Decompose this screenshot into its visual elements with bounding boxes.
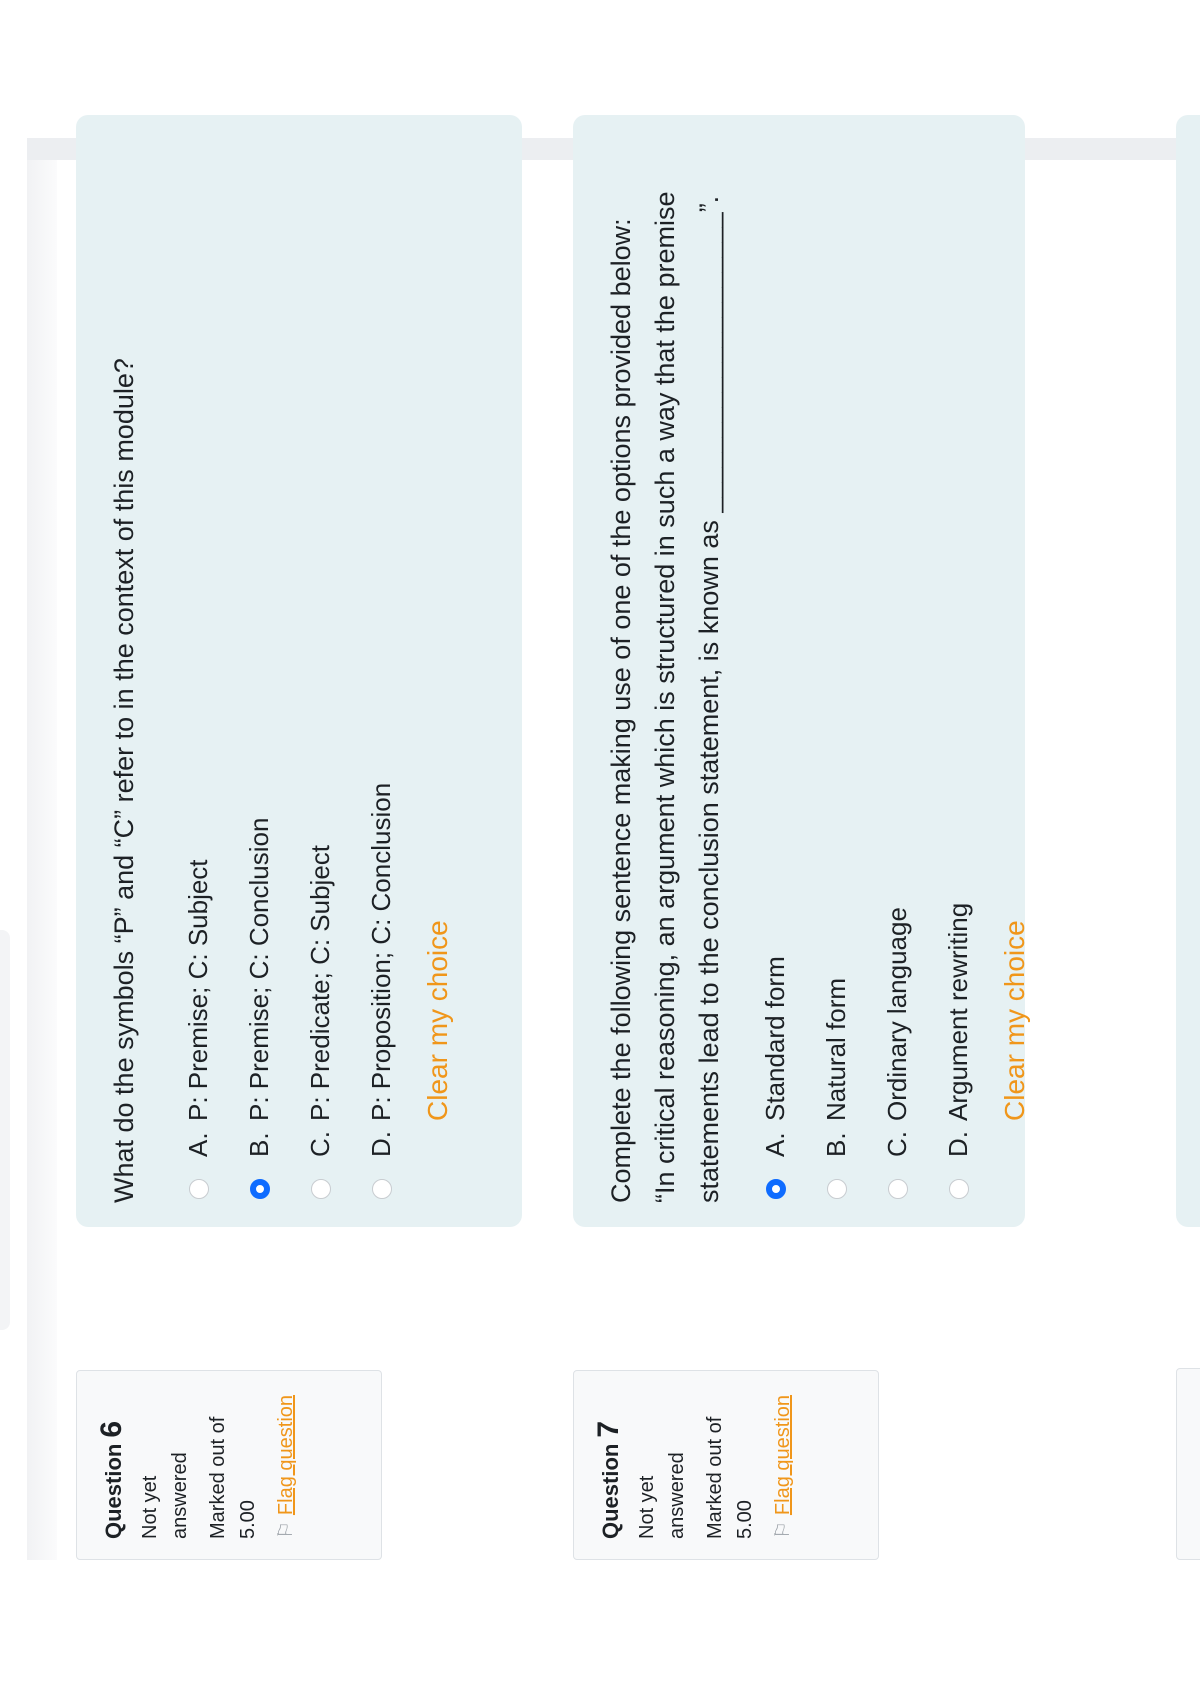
radio-button[interactable] [189,1179,209,1199]
flag-icon[interactable]: ⚐ [275,1521,297,1539]
flag-question-link[interactable]: Flag question [275,1394,297,1516]
radio-button[interactable] [888,1179,908,1199]
question-6-content [76,115,522,1227]
answer-letter: D. [366,1131,396,1157]
radio-button-selected[interactable] [766,1179,786,1199]
answer-option[interactable] [290,139,351,1203]
question-7-info [573,1370,879,1560]
answer-text[interactable]: P: Proposition; C: Conclusion [366,782,396,1121]
clear-choice-link[interactable]: Clear my choice [422,920,453,1121]
radio-button[interactable] [311,1179,331,1199]
radio-button[interactable] [949,1179,969,1199]
answer-letter: A. [183,1132,213,1157]
answer-letter: C. [305,1131,335,1157]
question-7-answers [745,139,989,1203]
radio-button[interactable] [372,1179,392,1199]
question-7-grade: Marked out of 5.00 [704,1416,756,1539]
answer-text[interactable]: Argument rewriting [943,902,973,1121]
answer-text[interactable]: Standard form [760,956,790,1121]
answer-option[interactable] [168,139,229,1203]
flag-question-link[interactable]: Flag question [772,1394,794,1516]
answer-letter: D. [943,1131,973,1157]
question-number: 7 [592,1420,625,1438]
question-6-text: What do the symbols “P” and “C” refer to in the context of this module? [109,358,139,1203]
radio-button[interactable] [827,1179,847,1199]
quiz-page [0,140,1200,1560]
answer-text[interactable]: P: Premise; C: Subject [183,859,213,1121]
question-7-flag[interactable] [768,1391,798,1539]
question-7-sentence: “In critical reasoning, an argument which is structured in such a way that the premise statements lead to the conclusion statement, is known as ____________________”. [650,191,724,1203]
question-8-content [1176,115,1200,1227]
answer-option[interactable] [745,139,806,1203]
answer-letter: A. [760,1132,790,1157]
question-7-number [592,1391,626,1539]
question-6-state: Not yet answered [139,1452,191,1539]
answer-text[interactable]: P: Predicate; C: Subject [305,844,335,1121]
question-label: Question [598,1443,623,1539]
question-6-info [76,1370,382,1560]
question-6-number [95,1391,129,1539]
answer-letter: B. [821,1132,851,1157]
question-7-text: Complete the following sentence making use of one of the options provided below: [606,218,636,1203]
answer-option[interactable] [229,139,290,1203]
answer-letter: B. [244,1132,274,1157]
answer-text[interactable]: Ordinary language [882,907,912,1121]
answer-letter: C. [882,1131,912,1157]
radio-button-selected[interactable] [250,1179,270,1199]
answer-text[interactable]: Natural form [821,977,851,1121]
question-6-answers [168,139,412,1203]
question-label: Question [101,1443,126,1539]
answer-option[interactable] [928,139,989,1203]
question-6-flag[interactable] [271,1391,301,1539]
answer-option[interactable] [806,139,867,1203]
flag-icon[interactable]: ⚐ [772,1521,794,1539]
answer-option[interactable] [867,139,928,1203]
question-6-grade: Marked out of 5.00 [207,1416,259,1539]
answer-text[interactable]: P: Premise; C: Conclusion [244,817,274,1121]
answer-option[interactable] [351,139,412,1203]
question-7-state: Not yet answered [636,1452,688,1539]
question-7-content [573,115,1030,1227]
question-8-info [1176,1368,1200,1560]
clear-choice-link[interactable]: Clear my choice [999,920,1030,1121]
question-number: 6 [95,1420,128,1438]
